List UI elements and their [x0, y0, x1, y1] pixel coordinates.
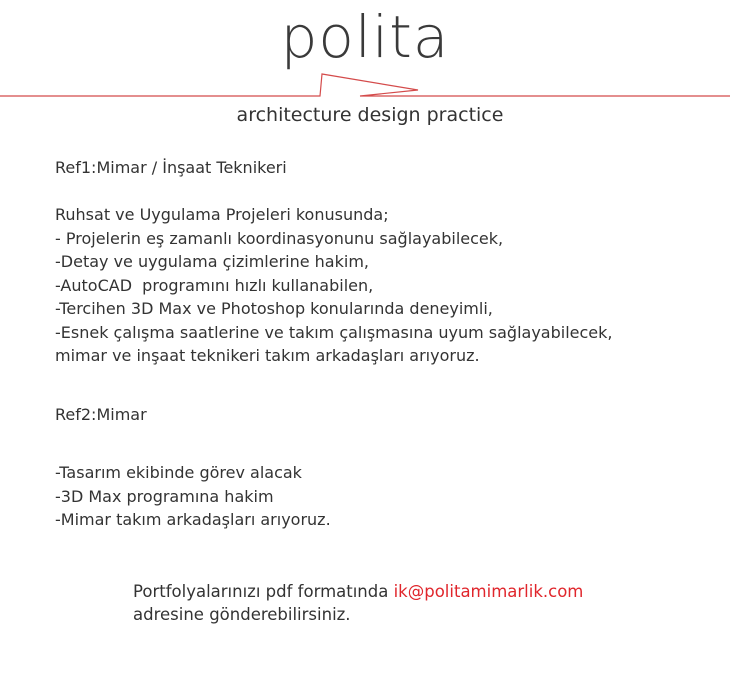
ref1-title: Ref1:Mimar / İnşaat Teknikeri — [55, 158, 287, 177]
ref1-item: -AutoCAD programını hızlı kullanabilen, — [55, 275, 374, 295]
ref2-item: -Tasarım ekibinde görev alacak — [55, 463, 302, 482]
ref1-item: -Esnek çalışma saatlerine ve takım çalışmasına uyum sağlayabilecek, — [55, 322, 613, 342]
ref1-item: -Tercihen 3D Max ve Photoshop konularında deneyimli, — [55, 299, 493, 318]
spacer — [55, 368, 725, 403]
logo-line-mark — [0, 64, 730, 104]
ref1-item: - Projelerin eş zamanlı koordinasyonunu sağlayabilecek, — [55, 228, 504, 248]
ref2-item: -3D Max programına hakim — [55, 486, 274, 506]
logo-red-line — [0, 74, 730, 96]
contact-prefix: Portfolyalarınızı pdf formatında — [133, 582, 394, 601]
contact-line-1 — [133, 580, 723, 603]
ref1-intro: Ruhsat ve Uygulama Projeleri konusunda; — [55, 205, 389, 224]
ref2-item: -Mimar takım arkadaşları arıyoruz. — [55, 510, 331, 529]
ref1-item: -Detay ve uygulama çizimlerine hakim, — [55, 252, 369, 271]
tagline: architecture design practice — [236, 104, 504, 126]
email-link[interactable]: ik@politamimarlik.com — [393, 582, 584, 601]
ref1-closing: mimar ve inşaat teknikeri takım arkadaşları arıyoruz. — [55, 346, 480, 365]
contact-block — [133, 580, 723, 626]
logo-text: polita — [280, 3, 450, 71]
spacer — [55, 180, 725, 204]
ref2-title: Ref2:Mimar — [55, 404, 147, 424]
job-posting-body — [55, 156, 725, 532]
contact-line-2: adresine gönderebilirsiniz. — [133, 605, 351, 624]
spacer — [55, 426, 725, 461]
